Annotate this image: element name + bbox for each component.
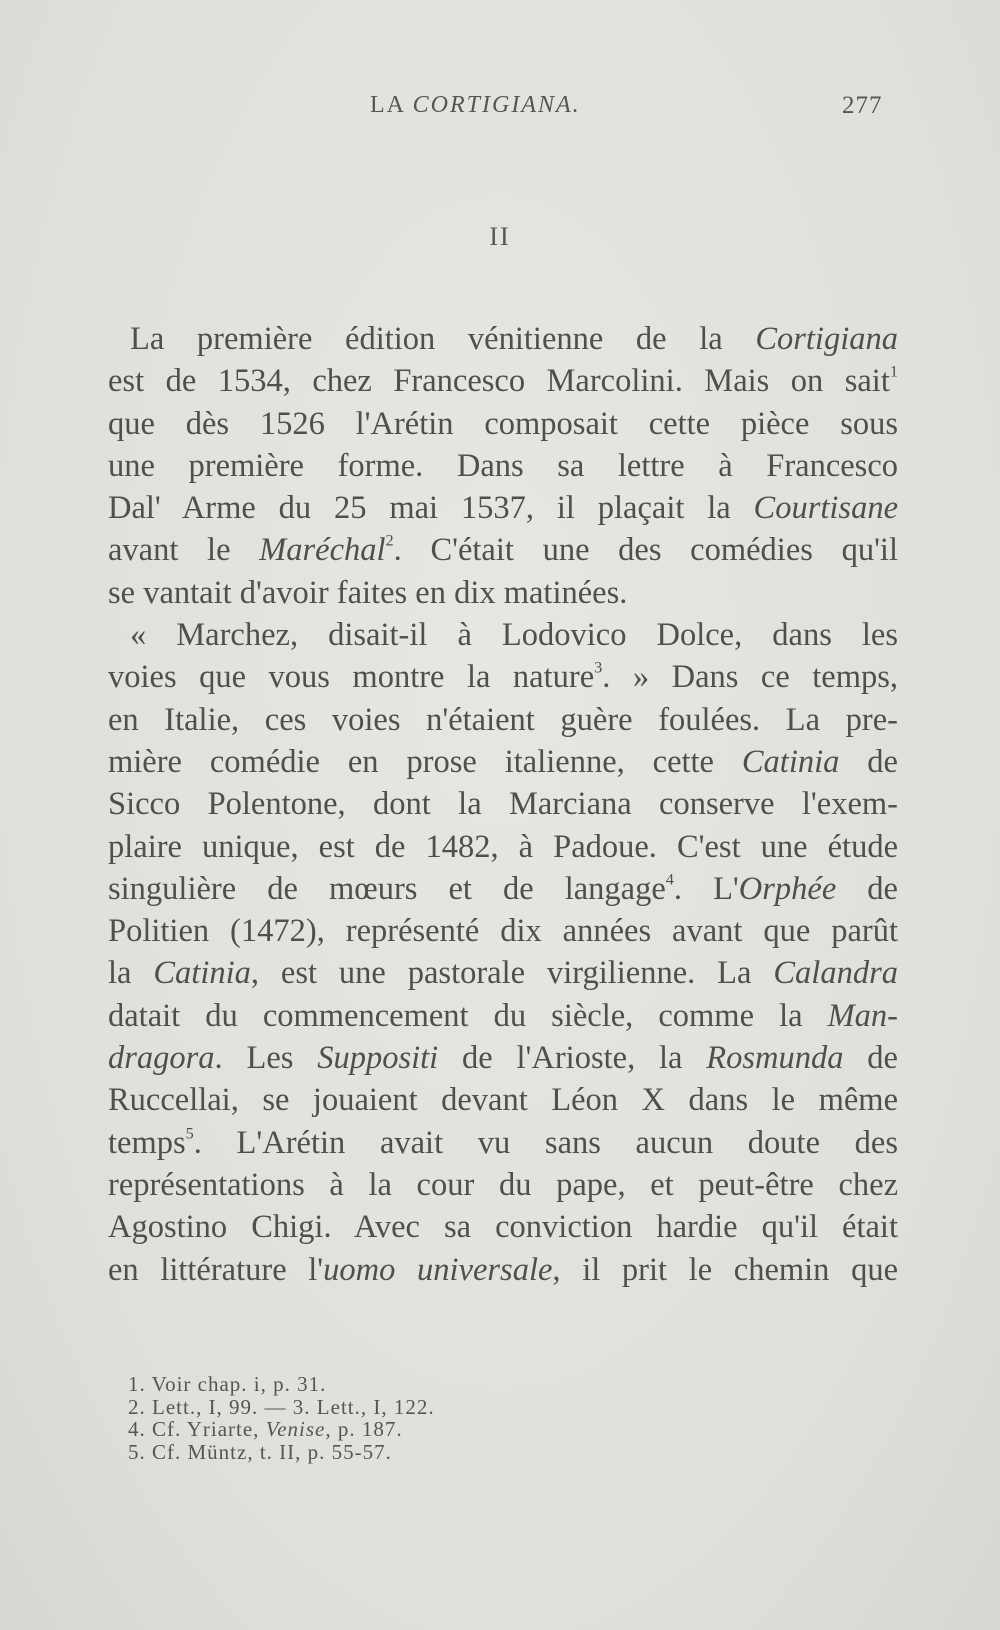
footnote: 5. Cf. Müntz, t. II, p. 55-57. <box>128 1439 392 1464</box>
footnote-ref: 2 <box>385 531 394 550</box>
text-line: Ruccellai, se jouaient devant Léon X dans le même <box>108 1082 898 1119</box>
text-line: Sicco Polentone, dont la Marciana conserve l'exem- <box>108 786 898 823</box>
text-line: représentations à la cour du pape, et peut-être chez <box>108 1166 898 1203</box>
text-line: avant le Maréchal$^2$. C'était une des comédies qu'il <box>108 531 898 569</box>
text-line: dragora. Les Suppositi de l'Arioste, la Rosmunda de <box>108 1040 898 1077</box>
text-line: en Italie, ces voies n'étaient guère foulées. La pre- <box>108 701 898 738</box>
footnote: 4. Cf. Yriarte, Venise, p. 187. <box>128 1417 403 1441</box>
running-head <box>0 92 1000 132</box>
page-number: 277 <box>842 92 883 119</box>
text-line: Agostino Chigi. Avec sa conviction hardie qu'il était <box>108 1209 898 1246</box>
footnote: 2. Lett., I, 99. — 3. Lett., I, 122. <box>128 1394 435 1419</box>
text-line: en littérature l'uomo universale, il prit le chemin que <box>108 1251 898 1288</box>
section-number: II <box>489 222 511 251</box>
text-line: la Catinia, est une pastorale virgilienne. La Calandra <box>108 955 898 992</box>
text-line: est de 1534, chez Francesco Marcolini. Mais on sait$^1$ <box>108 362 898 400</box>
text-line: Politien (1472), représenté dix années avant que parût <box>108 913 898 950</box>
text-line: une première forme. Dans sa lettre à Francesco <box>108 447 898 484</box>
footnote-ref: 1 <box>889 362 898 381</box>
text-line: se vantait d'avoir faites en dix matinées. <box>108 574 628 611</box>
text-line: mière comédie en prose italienne, cette Catinia de <box>108 743 898 780</box>
footnote-ref: 4 <box>665 870 674 889</box>
text-line: temps$^5$. L'Arétin avait vu sans aucun doute des <box>108 1124 898 1161</box>
text-line: La première édition vénitienne de la Cortigiana <box>130 321 898 357</box>
text-line: Dal' Arme du 25 mai 1537, il plaçait la Courtisane <box>108 490 898 527</box>
text-line: « Marchez, disait-il à Lodovico Dolce, dans les <box>130 617 898 654</box>
running-title: LA CORTIGIANA. <box>370 92 581 118</box>
text-line: datait du commencement du siècle, comme la Man- <box>108 997 898 1034</box>
footnotes <box>128 1373 828 1463</box>
footnote-ref: 5 <box>185 1124 194 1143</box>
text-line: voies que vous montre la nature$^3$. » Dans ce temps, <box>108 658 899 696</box>
text-line: que dès 1526 l'Arétin composait cette pièce sous <box>108 405 898 442</box>
body-text <box>108 318 898 1291</box>
text-line: plaire unique, est de 1482, à Padoue. C'est une étude <box>108 828 898 865</box>
footnote: 1. Voir chap. i, p. 31. <box>128 1372 327 1396</box>
text-line: singulière de mœurs et de langage$^4$. L'Orphée de <box>108 870 898 907</box>
footnote-ref: 3 <box>594 658 603 677</box>
